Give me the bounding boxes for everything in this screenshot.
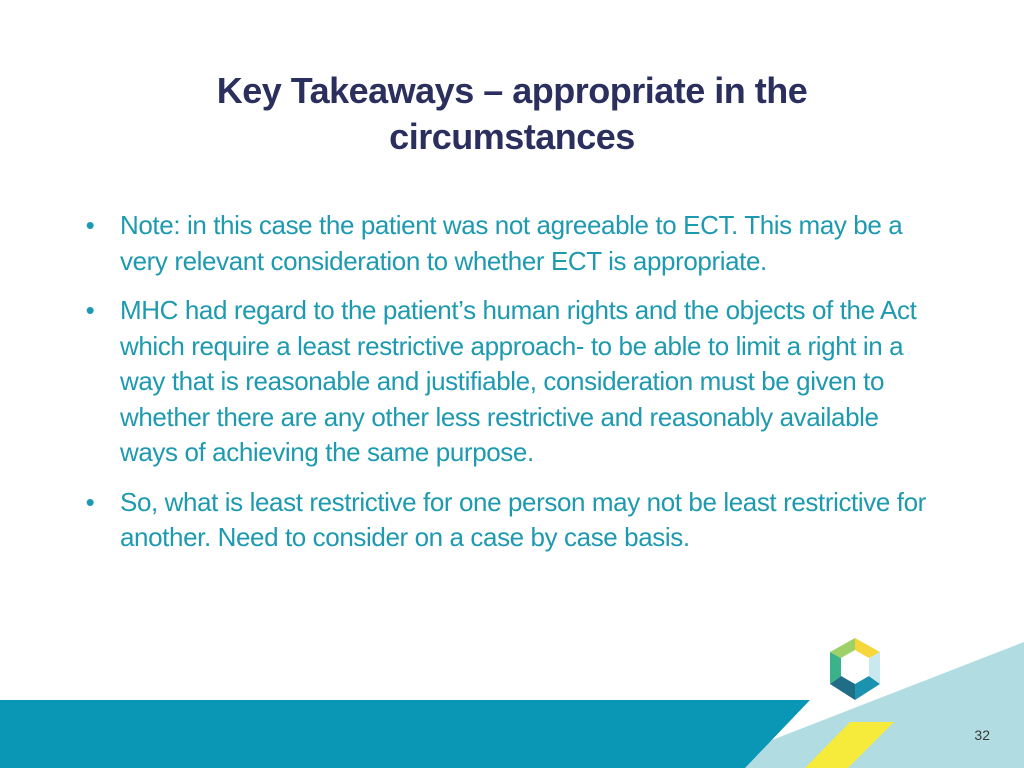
bullet-marker: • <box>85 210 95 240</box>
bullet-item <box>80 208 940 279</box>
bullet-item <box>80 485 940 556</box>
bullet-item <box>80 293 940 471</box>
bullet-text: MHC had regard to the patient’s human rights and the objects of the Act which require a least restrictive approach- to be able to limit a right in a way that is reasonable and justifiable, consideration must be given to whether there are any other less restrictive and reasonably available ways of achieving the same purpose. <box>120 295 917 467</box>
page-number: 32 <box>974 727 990 743</box>
bullet-text: Note: in this case the patient was not agreeable to ECT. This may be a very relevant consideration to whether ECT is appropriate. <box>120 210 903 276</box>
bullet-list <box>80 208 940 570</box>
teal-band <box>0 700 810 768</box>
bullet-marker: • <box>85 486 95 517</box>
bullet-text: So, what is least restrictive for one person may not be least restrictive for another. Need to consider on a case by case basis. <box>120 486 926 552</box>
bullet-marker: • <box>85 295 95 325</box>
hexagon-logo-icon <box>826 636 884 702</box>
slide-title: Key Takeaways – appropriate in the circumstances <box>216 70 808 157</box>
